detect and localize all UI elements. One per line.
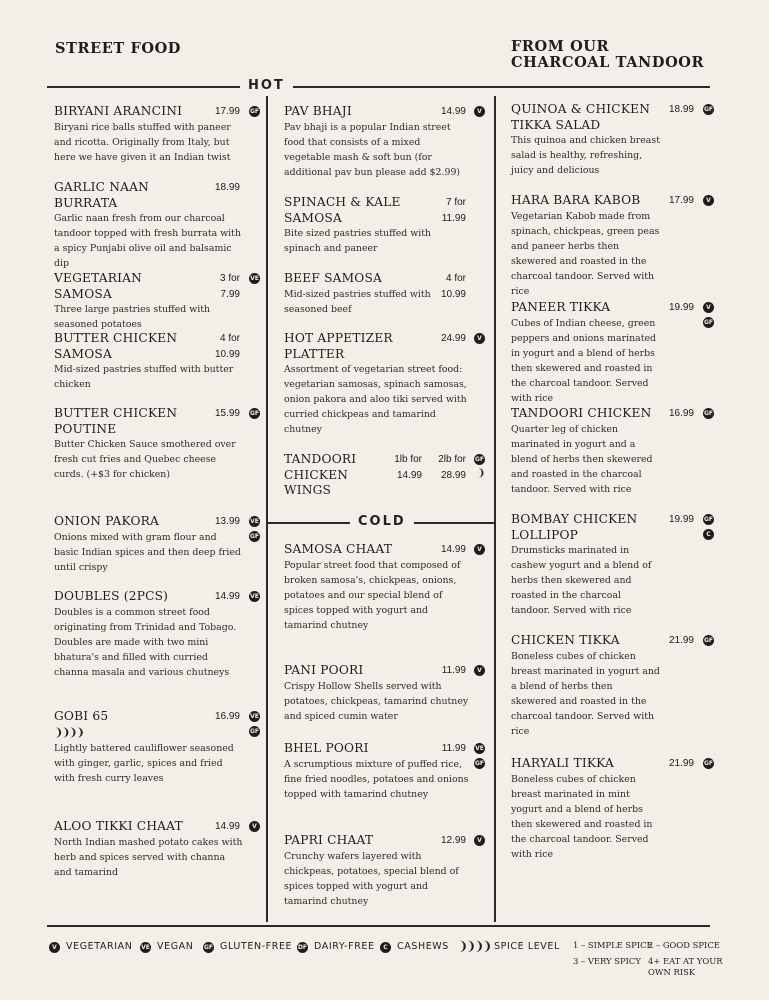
menu-item [284,331,469,437]
item-name: TANDOORI CHICKEN WINGS [284,452,357,497]
legend-vegetarian: VEGETARIAN [66,941,133,952]
item-name: CHICKEN TIKKA [511,633,620,647]
item-price-2lb: 2lb for 28.99 [438,454,466,481]
item-description: Crispy Hollow Shells served with potatoes, chickpeas, tamarind chutney and spiced cumin water [284,680,469,722]
item-name: PANEER TIKKA [511,300,611,314]
gluten-free-badge: GF [249,533,260,540]
item-name: BIRYANI ARANCINI [54,104,183,118]
gluten-free-badge: GF [249,108,260,115]
item-name: SPINACH & KALE SAMOSA [284,195,401,225]
item-price: 11.99 [441,665,466,676]
gluten-free-badge: GF [703,106,714,113]
item-description: A scrumptious mixture of puffed rice, fine fried noodles, potatoes and onions topped with tamarind chutney [284,758,469,800]
item-price: 15.99 [214,408,240,419]
item-description: Biryani rice balls stuffed with paneer and ricotta. Originally from Italy, but here we have given it an Indian twist [54,121,231,163]
vegan-badge: VE [250,518,259,525]
item-name: ONION PAKORA [54,514,160,528]
menu-item [511,406,661,497]
cold-label: COLD [350,514,414,529]
vegan-badge: VE [250,275,259,282]
item-description: Doubles is a common street food originating from Trinidad and Tobago. Doubles are made with two mini bhatura's and filled with curried channa masala and various chutneys [54,606,237,678]
hot-divider [47,86,710,88]
item-price: 11.99 [441,743,466,754]
spice-legend-icon: ❩❩❩❩ [458,939,491,953]
item-price: 21.99 [668,635,694,646]
vegetarian-badge: V [474,835,485,846]
item-price: 17.99 [668,195,694,206]
item-price: 14.99 [440,544,466,555]
item-name: BUTTER CHICKEN SAMOSA [54,331,178,361]
vegetarian-badge: V [703,195,714,206]
vegetarian-legend-icon: V [49,942,60,953]
item-name: HARYALI TIKKA [511,756,614,770]
item-name: BHEL POORI [284,741,369,755]
item-description: Pav bhaji is a popular Indian street food that consists of a mixed vegetable mash & soft bun (for additional pav bun please add $2.99) [284,121,461,178]
spice-level-1: 1 – SIMPLE SPICE [573,940,653,950]
item-description: Boneless cubes of chicken breast marinated in mint yogurt and a blend of herbs then skewered and roasted in the charcoal tandoor. Served with rice [511,773,653,860]
column-divider-right [494,96,496,922]
item-description: Popular street food that composed of broken samosa's, chickpeas, onions, potatoes and our special blend of spices topped with yogurt and tamarind chutney [284,559,461,631]
legend-gluten-free: GLUTEN-FREE [220,941,293,952]
item-description: Lightly battered cauliflower seasoned with ginger, garlic, spices and fried with fresh curry leaves [54,742,234,784]
item-price: 18.99 [668,104,694,115]
spice-level-icon: ❩❩❩❩ [54,725,83,739]
vegetarian-badge: V [474,333,485,344]
menu-item [511,756,661,862]
item-name: PAV BHAJI [284,104,352,118]
item-description: This quinoa and chicken breast salad is healthy, refreshing, juicy and delicious [511,135,660,176]
item-description: Vegetarian Kabob made from spinach, chickpeas, green peas and paneer herbs then skewered and roasted in the charcoal tandoor. Served with rice [511,210,660,297]
vegetarian-badge: V [474,544,485,555]
item-price-1lb: 1lb for 14.99 [394,454,422,481]
item-price: 4 for 10.99 [440,273,466,300]
item-description: North Indian mashed potato cakes with herb and spices served with channa and tamarind [54,836,243,878]
item-name: BEEF SAMOSA [284,271,383,285]
item-description: Crunchy wafers layered with chickpeas, potatoes, special blend of spices topped with yogurt and tamarind chutney [284,850,459,907]
item-description: Bite sized pastries stuffed with spinach and paneer [284,228,432,254]
spice-level-3: 3 – VERY SPICY [573,956,641,966]
item-price: 19.99 [668,514,694,525]
item-description: Boneless cubes of chicken breast marinated in yogurt and a blend of herbs then skewered and roasted in the charcoal tandoor. Served with rice [511,650,660,737]
item-name: HARA BARA KABOB [511,193,641,207]
item-price: 13.99 [214,516,240,527]
item-description: Cubes of Indian cheese, green peppers and onions marinated in yogurt and a blend of herbs then skewered and roasted in the charcoal tandoor. Served with rice [511,317,657,404]
vegan-legend-icon: VE [141,944,150,951]
vegetarian-badge: V [474,665,485,676]
item-price: 7 for 11.99 [441,197,466,224]
item-name: DOUBLES (2PCS) [54,589,169,603]
item-price: 14.99 [214,821,240,832]
item-name: BUTTER CHICKEN POUTINE [54,406,178,436]
legend-vegan: VEGAN [157,941,194,952]
vegetarian-badge: V [703,302,714,313]
gluten-free-badge: GF [703,760,714,767]
cashews-legend-icon: C [380,942,391,953]
spice-level-2: 2 – GOOD SPICE [648,940,720,950]
gluten-free-legend-icon: GF [203,944,214,951]
item-price: 14.99 [440,106,466,117]
item-name: BOMBAY CHICKEN LOLLIPOP [511,512,638,542]
item-name: QUINOA & CHICKEN TIKKA SALAD [511,102,651,132]
item-price: 14.99 [214,591,240,602]
gluten-free-badge: GF [474,456,485,463]
item-price: 16.99 [668,408,694,419]
item-description: Butter Chicken Sauce smothered over fresh cut fries and Quebec cheese curds. (+$3 for chicken) [54,439,236,480]
item-price: 3 for 7.99 [219,273,240,300]
item-name: TANDOORI CHICKEN [511,406,652,420]
item-price: 21.99 [668,758,694,769]
legend-spice-level: SPICE LEVEL [494,941,560,952]
vegetarian-badge: V [474,106,485,117]
item-name: SAMOSA CHAAT [284,542,393,556]
dairy-free-legend-icon: DF [297,944,308,951]
cashews-badge: C [703,529,714,540]
gluten-free-badge: GF [703,319,714,326]
gluten-free-badge: GF [703,516,714,523]
item-description: Mid-sized pastries stuffed with seasoned beef [284,288,431,315]
gluten-free-badge: GF [474,760,485,767]
item-name: GARLIC NAAN BURRATA [54,180,149,210]
item-name: HOT APPETIZER PLATTER [284,331,393,361]
vegan-badge: VE [475,745,484,752]
gluten-free-badge: GF [703,637,714,644]
gluten-free-badge: GF [703,410,714,417]
item-price: 19.99 [668,302,694,313]
street-food-heading: STREET FOOD [55,40,181,57]
item-price: 4 for 10.99 [214,333,240,360]
item-name: PAPRI CHAAT [284,833,374,847]
vegetarian-badge: V [249,821,260,832]
legend-cashews: CASHEWS [397,941,449,952]
column-divider-left [266,96,268,922]
item-price: 18.99 [214,182,240,193]
menu-item-tandoori-wings [284,452,364,499]
item-description: Three large pastries stuffed with seasoned potatoes [54,304,211,330]
legend-divider [47,925,710,927]
spice-level-4: 4+ EAT AT YOUR OWN RISK [648,956,723,977]
legend-dairy-free: DAIRY-FREE [314,941,375,952]
item-price: 17.99 [214,106,240,117]
spice-level-icon: ❩ [477,468,484,479]
item-description: Onions mixed with gram flour and basic Indian spices and then deep fried until crispy [54,531,241,573]
item-name: GOBI 65 [54,709,109,723]
menu-item [511,300,661,406]
menu-item [511,193,661,299]
menu-item [511,512,661,618]
item-description: Quarter leg of chicken marinated in yogurt and a blend of herbs then skewered and roasted in the charcoal tandoor. Served with rice [511,423,653,495]
item-name: PANI POORI [284,663,364,677]
item-name: VEGETARIAN SAMOSA [54,271,143,301]
tandoor-heading: FROM OUR CHARCOAL TANDOOR [511,38,705,71]
menu-item [511,633,661,739]
vegan-badge: VE [250,593,259,600]
hot-label: HOT [240,78,293,93]
gluten-free-badge: GF [249,410,260,417]
item-description: Mid-sized pastries stuffed with butter chicken [54,364,234,390]
gluten-free-badge: GF [249,728,260,735]
item-description: Garlic naan fresh from our charcoal tandoor topped with fresh burrata with a spicy Punjabi olive oil and balsamic dip [54,213,241,269]
item-price: 24.99 [440,333,466,344]
menu-item [511,102,661,178]
item-price: 12.99 [440,835,466,846]
item-description: Assortment of vegetarian street food: vegetarian samosas, spinach samosas, onion pakora and aloo tiki served with curried chickpeas and tamarind chutney [284,364,467,435]
vegan-badge: VE [250,713,259,720]
item-name: ALOO TIKKI CHAAT [54,819,183,833]
item-price: 16.99 [214,711,240,722]
item-description: Drumsticks marinated in cashew yogurt and a blend of herbs then skewered and roasted in the charcoal tandoor. Served with rice [511,545,652,616]
